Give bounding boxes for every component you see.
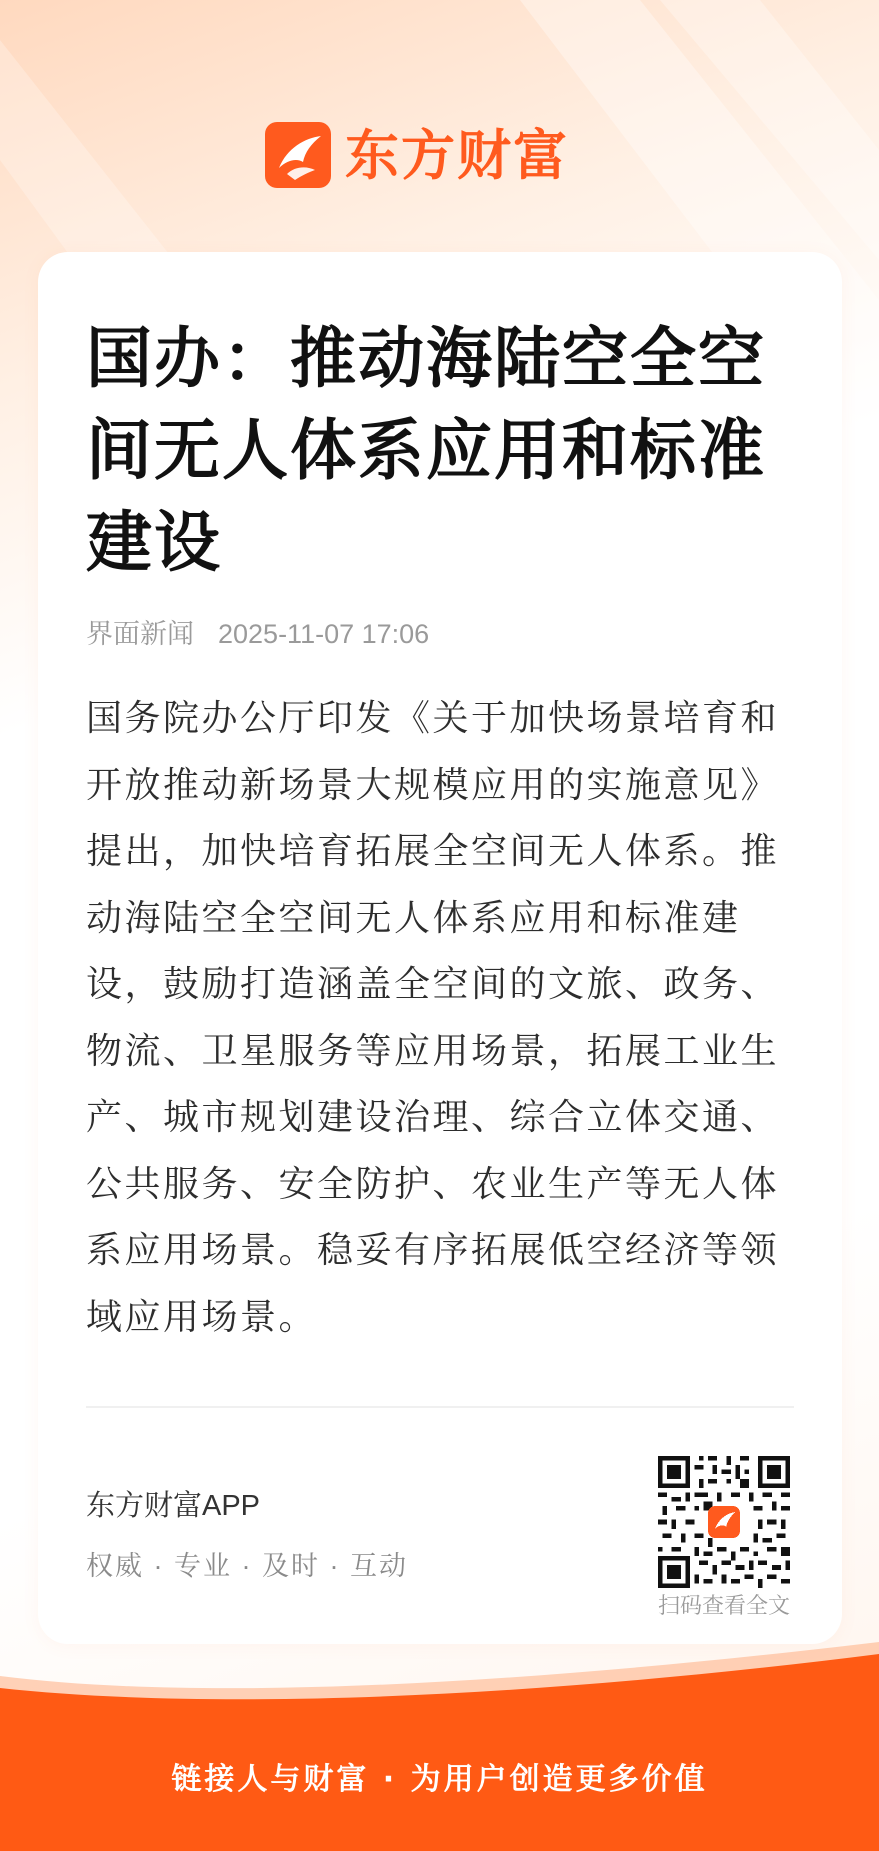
app-slogan: 权威 · 专业 · 及时 · 互动 — [86, 1551, 408, 1581]
divider — [86, 1406, 794, 1408]
footer-banner — [0, 1640, 879, 1851]
eastmoney-logo-icon — [265, 122, 331, 188]
article-meta — [86, 614, 429, 654]
qr-code-icon[interactable] — [658, 1456, 790, 1588]
article-date: 2025-11-07 17:06 — [218, 619, 430, 649]
qr-caption: 扫码查看全文 — [657, 1593, 790, 1618]
article-source: 界面新闻 — [86, 619, 194, 649]
app-name: 东方财富APP — [86, 1490, 261, 1522]
footer-tagline: 链接人与财富 · 为用户创造更多价值 — [171, 1762, 708, 1797]
article-title: 国办：推动海陆空全空间无人体系应用和标准建设 — [86, 319, 766, 581]
article-body: 国务院办公厅印发《关于加快场景培育和开放推动新场景大规模应用的实施意见》提出，加快培育拓展全空间无人体系。推动海陆空全空间无人体系应用和标准建设，鼓励打造涵盖全空间的文旅、政务、物流、卫星服务等应用场景，拓展工业生产、城市规划建设治理、综合立体交通、公共服务、安全防护、农业生产等无人体系应用场景。稳妥有序拓展低空经济等领域应用场景。 — [86, 698, 780, 1338]
brand-logo — [265, 120, 569, 190]
brand-name: 东方财富 — [345, 123, 569, 187]
